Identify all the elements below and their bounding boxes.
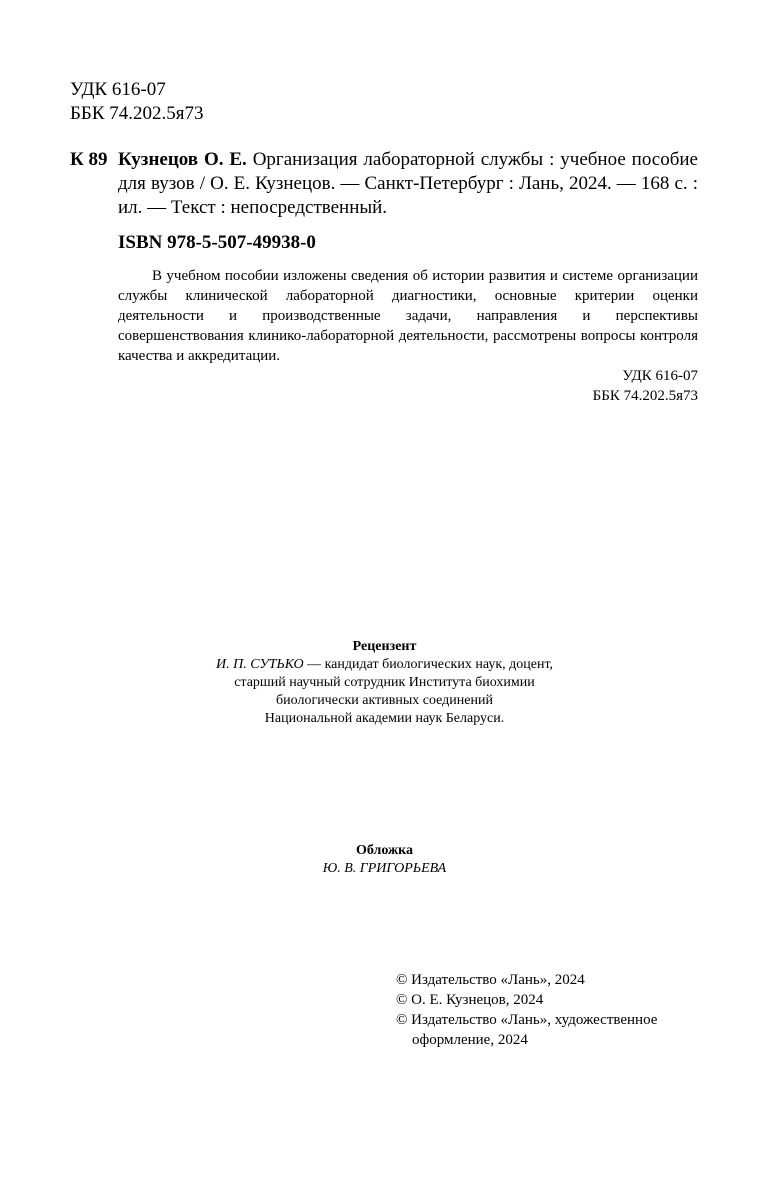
reviewer-line-4: Национальной академии наук Беларуси. (264, 711, 505, 726)
cover-heading: Обложка (355, 843, 414, 858)
cover-designer: Ю. В. ГРИГОРЬЕВА (322, 861, 447, 876)
abstract: В учебном пособии изложены сведения об истории развития и системе организации службы клинической лабораторной диагностики, основные критерии оценки деятельности и производственные задачи, направления и перспективы совершенствования клинико-лабораторной деятельности, рассмотрены вопросы контроля качества и аккредитации. (118, 268, 698, 364)
bbk-code: ББК 74.202.5я73 (70, 103, 204, 124)
copyright-line-3: © Издательство «Лань», художественное (396, 1012, 658, 1028)
reviewer-line-2: старший научный сотрудник Института биохимии (234, 675, 535, 690)
reviewer-line-1 (0, 656, 769, 674)
bibliographic-record (118, 148, 698, 220)
classification-block-bottom (500, 366, 698, 406)
copyright-line-1: © Издательство «Лань», 2024 (396, 972, 585, 988)
classification-block (70, 78, 203, 126)
reviewer-block (0, 638, 769, 728)
author-mark: К 89 (70, 149, 108, 170)
reviewer-line-3: биологически активных соединений (276, 693, 493, 708)
udk-code-bottom: УДК 616-07 (622, 368, 698, 384)
reviewer-heading: Рецензент (352, 639, 417, 654)
isbn: ISBN 978-5-507-49938-0 (118, 232, 316, 253)
bib-description: Организация лабораторной службы : учебное пособие для вузов / О. Е. Кузнецов. — Санкт-Петербург : Лань, 2024. — 168 с. : ил. — Текст : непосредственный. (118, 149, 698, 218)
udk-code: УДК 616-07 (70, 79, 166, 100)
reviewer-title: — кандидат биологических наук, доцент, (303, 657, 554, 672)
copyright-line-2: © О. Е. Кузнецов, 2024 (396, 992, 544, 1008)
cover-block (0, 842, 769, 878)
bib-author: Кузнецов О. Е. (118, 149, 247, 170)
reviewer-name: И. П. СУТЬКО (215, 657, 304, 672)
bbk-code-bottom: ББК 74.202.5я73 (592, 388, 698, 404)
copyright-block (396, 970, 657, 1050)
copyright-line-4: оформление, 2024 (412, 1032, 528, 1048)
